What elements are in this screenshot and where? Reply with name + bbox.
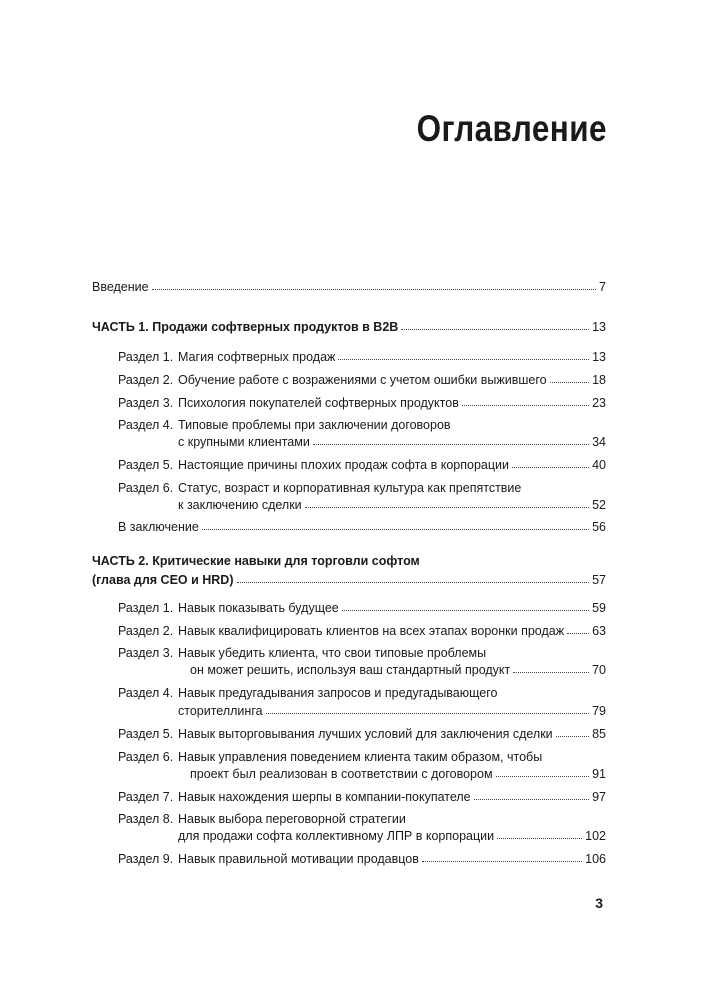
toc-section-title-cont: проект был реализован в соответствии с договором: [190, 767, 493, 781]
toc-section[interactable]: [178, 790, 606, 804]
dot-leader: [550, 382, 590, 383]
dot-leader: [152, 289, 596, 290]
toc-page-number: 52: [592, 498, 606, 512]
toc-section[interactable]: [190, 767, 606, 781]
section-label: Раздел 5.: [118, 458, 174, 472]
toc-entry-text: Введение: [92, 280, 149, 294]
section-label: Раздел 5.: [118, 727, 174, 741]
toc-section-title: Навык управления поведением клиента таким образом, чтобы: [178, 750, 543, 764]
toc-page-number: 23: [592, 396, 606, 410]
section-label: Раздел 1.: [118, 601, 174, 615]
dot-leader: [556, 736, 589, 737]
toc-section-title: Навык показывать будущее: [178, 601, 339, 615]
dot-leader: [512, 467, 589, 468]
toc-section[interactable]: [178, 624, 606, 638]
section-label: Раздел 6.: [118, 481, 174, 495]
toc-section[interactable]: [178, 350, 606, 364]
toc-section[interactable]: [178, 396, 606, 410]
toc-section-title: Магия софтверных продаж: [178, 350, 336, 364]
toc-page-number: 79: [592, 704, 606, 718]
section-label: Раздел 4.: [118, 418, 174, 432]
toc-page-number: 13: [592, 320, 606, 334]
dot-leader: [305, 507, 589, 508]
toc-page-number: 85: [592, 727, 606, 741]
toc-section-title: Настоящие причины плохих продаж софта в корпорации: [178, 458, 509, 472]
toc-section[interactable]: [178, 498, 606, 512]
toc-entry-text: В заключение: [118, 520, 199, 534]
toc-section-title: Навык квалифицировать клиентов на всех этапах воронки продаж: [178, 624, 565, 638]
toc-section-title: Навык выторговывания лучших условий для заключения сделки: [178, 727, 553, 741]
dot-leader: [497, 838, 582, 839]
toc-section[interactable]: [178, 373, 606, 387]
section-label: Раздел 7.: [118, 790, 174, 804]
toc-section-title: Навык предугадывания запросов и предугадывающего: [178, 686, 498, 700]
toc-section[interactable]: [178, 601, 606, 615]
dot-leader: [422, 861, 582, 862]
toc-page-number: 56: [592, 520, 606, 534]
toc-page-number: 97: [592, 790, 606, 804]
toc-page-number: 106: [585, 852, 606, 866]
toc-section[interactable]: [178, 435, 606, 449]
toc-section-title-cont: сторителлинга: [178, 704, 263, 718]
section-label: Раздел 6.: [118, 750, 174, 764]
toc-page-number: 102: [585, 829, 606, 843]
toc-page-number: 34: [592, 435, 606, 449]
dot-leader: [202, 529, 589, 530]
toc-part-title: ЧАСТЬ 2. Критические навыки для торговли софтом: [92, 554, 420, 568]
toc-page-number: 59: [592, 601, 606, 615]
section-label: Раздел 1.: [118, 350, 174, 364]
section-label: Раздел 4.: [118, 686, 174, 700]
dot-leader: [237, 582, 590, 583]
toc-section-title: Психология покупателей софтверных продуктов: [178, 396, 459, 410]
dot-leader: [567, 633, 589, 634]
toc-intro[interactable]: [92, 280, 606, 294]
dot-leader: [496, 776, 590, 777]
toc-section-title-cont: с крупными клиентами: [178, 435, 310, 449]
toc-section-title: Навык выбора переговорной стратегии: [178, 812, 406, 826]
toc-part-2[interactable]: [92, 573, 606, 587]
section-label: Раздел 2.: [118, 373, 174, 387]
toc-page-number: 40: [592, 458, 606, 472]
toc-section-title: Навык правильной мотивации продавцов: [178, 852, 419, 866]
toc-section-title-cont: для продажи софта коллективному ЛПР в корпорации: [178, 829, 495, 843]
section-label: Раздел 8.: [118, 812, 174, 826]
toc-part-title: ЧАСТЬ 1. Продажи софтверных продуктов в B2B: [92, 320, 399, 334]
toc-section[interactable]: [178, 852, 606, 866]
section-label: Раздел 2.: [118, 624, 174, 638]
toc-conclusion[interactable]: [118, 520, 606, 534]
toc-page-number: 63: [592, 624, 606, 638]
dot-leader: [266, 713, 590, 714]
dot-leader: [513, 672, 589, 673]
page-number: 3: [595, 895, 603, 911]
page-title: Оглавление: [416, 108, 607, 149]
toc-section-title: Навык убедить клиента, что свои типовые проблемы: [178, 646, 487, 660]
section-label: Раздел 3.: [118, 396, 174, 410]
toc-section-title: Статус, возраст и корпоративная культура как препятствие: [178, 481, 522, 495]
toc-page-number: 18: [592, 373, 606, 387]
toc-section-title: Обучение работе с возражениями с учетом ошибки выжившего: [178, 373, 547, 387]
dot-leader: [401, 329, 589, 330]
toc-part-1[interactable]: [92, 320, 606, 334]
dot-leader: [313, 444, 589, 445]
dot-leader: [462, 405, 589, 406]
toc-page-number: 91: [592, 767, 606, 781]
toc-section-title-cont: к заключению сделки: [178, 498, 302, 512]
toc-section[interactable]: [178, 458, 606, 472]
toc-section-title: Типовые проблемы при заключении договоров: [178, 418, 451, 432]
toc-section[interactable]: [178, 704, 606, 718]
toc-section-title: Навык нахождения шерпы в компании-покупателе: [178, 790, 471, 804]
toc-page-number: 13: [592, 350, 606, 364]
toc-part-title-cont: (глава для CEO и HRD): [92, 573, 234, 587]
section-label: Раздел 3.: [118, 646, 174, 660]
dot-leader: [342, 610, 589, 611]
section-label: Раздел 9.: [118, 852, 174, 866]
dot-leader: [338, 359, 589, 360]
toc-section[interactable]: [178, 727, 606, 741]
toc-page-number: 7: [599, 280, 606, 294]
toc-section[interactable]: [190, 663, 606, 677]
toc-page-number: 70: [592, 663, 606, 677]
toc-page-number: 57: [592, 573, 606, 587]
toc-section[interactable]: [178, 829, 606, 843]
toc-section-title-cont: он может решить, используя ваш стандартный продукт: [190, 663, 511, 677]
dot-leader: [474, 799, 589, 800]
